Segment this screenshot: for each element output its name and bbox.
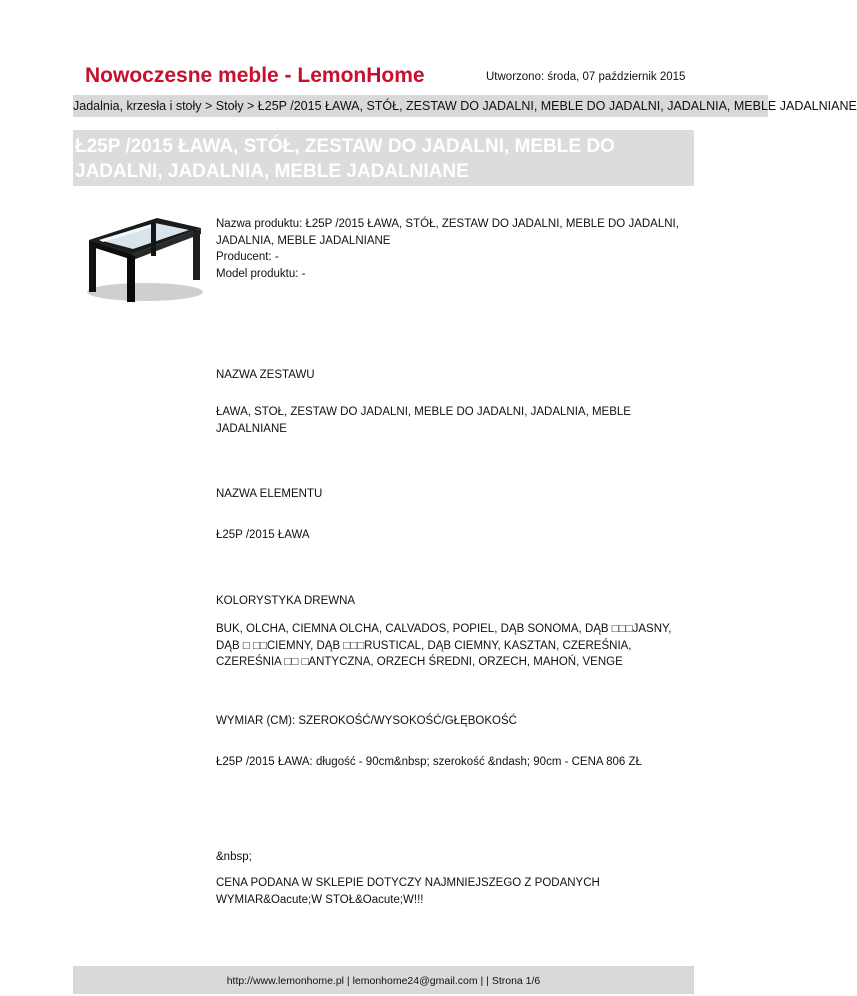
colors-label: KOLORYSTYKA DREWNA	[216, 595, 356, 607]
created-date: Utworzono: środa, 07 październik 2015	[486, 71, 686, 83]
price-note: CENA PODANA W SKLEPIE DOTYCZY NAJMNIEJSZEGO Z PODANYCH WYMIAR&Oacute;W STOŁ&Oacute;W!!!	[216, 877, 600, 906]
product-image	[77, 212, 207, 304]
product-producer: Producent: -	[216, 251, 279, 263]
set-name-label: NAZWA ZESTAWU	[216, 369, 315, 381]
breadcrumb: Jadalnia, krzesła i stoły > Stoły > Ł25P /2015 ŁAWA, STÓŁ, ZESTAW DO JADALNI, MEBLE DO JADALNI, JADALNIA, MEBLE JADALNIANE	[73, 95, 768, 117]
dimensions-value: Ł25P /2015 ŁAWA: długość - 90cm&nbsp; szerokość &ndash; 90cm - CENA 806 ZŁ	[216, 756, 642, 768]
set-name-value: ŁAWA, STOŁ, ZESTAW DO JADALNI, MEBLE DO JADALNI, JADALNIA, MEBLE JADALNIANE	[216, 406, 631, 435]
product-name: Nazwa produktu: Ł25P /2015 ŁAWA, STÓŁ, ZESTAW DO JADALNI, MEBLE DO JADALNI, JADALNIA, MEBLE JADALNIANE	[216, 218, 679, 247]
element-label: NAZWA ELEMENTU	[216, 488, 323, 500]
dimensions-label: WYMIAR (CM): SZEROKOŚĆ/WYSOKOŚĆ/GŁĘBOKOŚĆ	[216, 715, 517, 727]
product-model: Model produktu: -	[216, 267, 306, 280]
product-heading: Ł25P /2015 ŁAWA, STÓŁ, ZESTAW DO JADALNI, MEBLE DO JADALNI, JADALNIA, MEBLE JADALNIANE	[73, 130, 694, 186]
nbsp-text: &nbsp;	[216, 851, 252, 863]
page-footer: http://www.lemonhome.pl | lemonhome24@gmail.com | | Strona 1/6	[73, 966, 694, 994]
colors-value: BUK, OLCHA, CIEMNA OLCHA, CALVADOS, POPIEL, DĄB SONOMA, DĄB □□□JASNY, DĄB □ □□CIEMNY, DĄB □□□RUSTICAL, DĄB CIEMNY, KASZTAN, CZEREŚNIA, CZEREŚNIA □□ □ANTYCZNA, ORZECH ŚREDNI, ORZECH, MAHOŃ, VENGE	[216, 623, 672, 668]
coffee-table-image	[77, 212, 207, 304]
product-info	[216, 216, 686, 282]
element-value: Ł25P /2015 ŁAWA	[216, 529, 310, 541]
site-title: Nowoczesne meble - LemonHome	[85, 64, 425, 87]
